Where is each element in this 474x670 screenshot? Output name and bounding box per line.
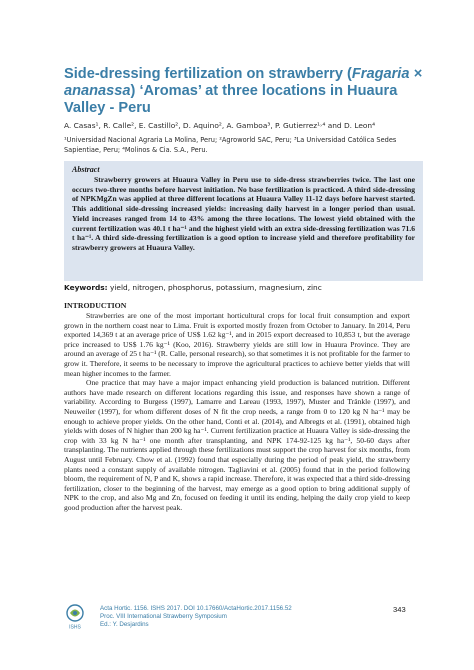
footer-line: Acta Hortic. 1156. ISHS 2017. DOI 10.17660/ActaHortic.2017.1156.52 (100, 605, 292, 612)
paragraph: One practice that may have a major impact enhancing yield production is balanced nutrition. Different authors have made research on different locations regarding this issue, and responses have shown a range of variability. According to Burgess (1997), Lamarre and Lareau (1993, 1997), Muster and Tränkle (1997), and Neuweiler (1997), for whom different doses of N fit the crop needs, a range from 0 to 120 kg N ha⁻¹ may be enough to achieve proper yields. On the other hand, Conti et al. (2014), and Albregts et al. (1991), obtained high yields with doses of N higher than 200 kg ha⁻¹. Current fertilization practice at Huaura Valley is side-dressing the crop with 33 kg N ha⁻¹ one month after transplanting, and NPK 174-92-125 kg ha⁻¹, 50-60 days after transplanting. The nutrients applied through these fertilizations must support the crop harvest for six months, from August until February. Chow et al. (1992) found that especially during the period of peak yield, the strawberry plants need a constant supply of available nitrogen. Tagliavini et al. (2005) found that in the period following bloom, the requirement of N, P and K, shows a rapid increase. Therefore, it was expected that a third side-dressing fertilization, closer to the beginning of the harvest, may emerge as a good option to bring additional supply of NPK to the crop, and also Mg and Zn, focused on feeding it until its ending, helping the daily crop yield to keep good production after the harvest peak. (64, 378, 410, 512)
page-number: 343 (393, 605, 406, 614)
footer-citation (100, 605, 350, 630)
section-heading-introduction: INTRODUCTION (64, 301, 127, 310)
ishs-logo-text: ISHS (69, 624, 81, 630)
abstract-box (64, 161, 423, 281)
keywords-label: Keywords: (64, 283, 108, 292)
affiliations: ¹Universidad Nacional Agraria La Molina, Peru; ²Agroworld SAC, Peru; ³La Universidad Católica Sedes Sapientiae, Peru; ⁴Molinos & Cia. S.A., Peru. (64, 136, 397, 154)
abstract-text: Strawberry growers at Huaura Valley in Peru use to side-dress strawberries twice. The last one occurs two-three months before harvest initiation. No base fertilization is practiced. A third side-dressing of NPKMgZn was applied at three different locations at Huaura Valley 11-12 days before harvest started. This additional side-dressing increased yields: increasing daily harvest in a longer period than usual. Yield increases ranged from 14 to 43% among the three locations. The lowest yield obtained with the current fertilization was 40.1 t ha⁻¹ and the highest yield with an extra side-dressing fertilization was 71.6 t ha⁻¹. A third side-dressing fertilization is a good option to increase yield and therefore profitability for strawberry growers at Huaura Valley. (72, 175, 415, 252)
introduction-body (64, 311, 410, 512)
title-text: Side-dressing fertilization on strawberry ( (64, 66, 352, 82)
footer-line: Proc. VIII International Strawberry Symposium (100, 613, 227, 621)
abstract-heading: Abstract (72, 165, 100, 174)
keywords (64, 283, 424, 293)
author-list: A. Casas¹, R. Calle², E. Castillo², D. Aquino², A. Gamboa³, P. Gutierrez¹˒⁴ and D. Leon⁴ (64, 121, 376, 130)
title-species-italic: Fragaria × ananassa (64, 66, 423, 100)
paragraph: Strawberries are one of the most important horticultural crops for local fruit consumption and export grown in the northern coast near to Lima. Fruit is exported mostly frozen from October to January. In 2014, Peru exported 14,369 t at an average price of US$ 1.62 kg⁻¹, and in 2015 export decreased to 10,853 t, but the average price increased to US$ 1.76 kg⁻¹ (Koo, 2016). Strawberry yields are still low in Huaura Province. They are around an average of 25 t ha⁻¹ (R. Calle, personal research), so that sometimes it is not profitable for the farmer to grow it. Therefore, it seems to be necessary to improve the agricultural practices to achieve better yields that will mean higher incomes to the farmer. (64, 311, 410, 378)
footer-line: Ed.: Y. Desjardins (100, 621, 149, 629)
paper-title (64, 66, 424, 118)
keywords-text: yield, nitrogen, phosphorus, potassium, magnesium, zinc (107, 283, 322, 292)
title-text-end: ) ‘Aromas’ at three locations in Huaura Valley - Peru (64, 83, 398, 117)
ishs-logo-icon (64, 604, 86, 630)
